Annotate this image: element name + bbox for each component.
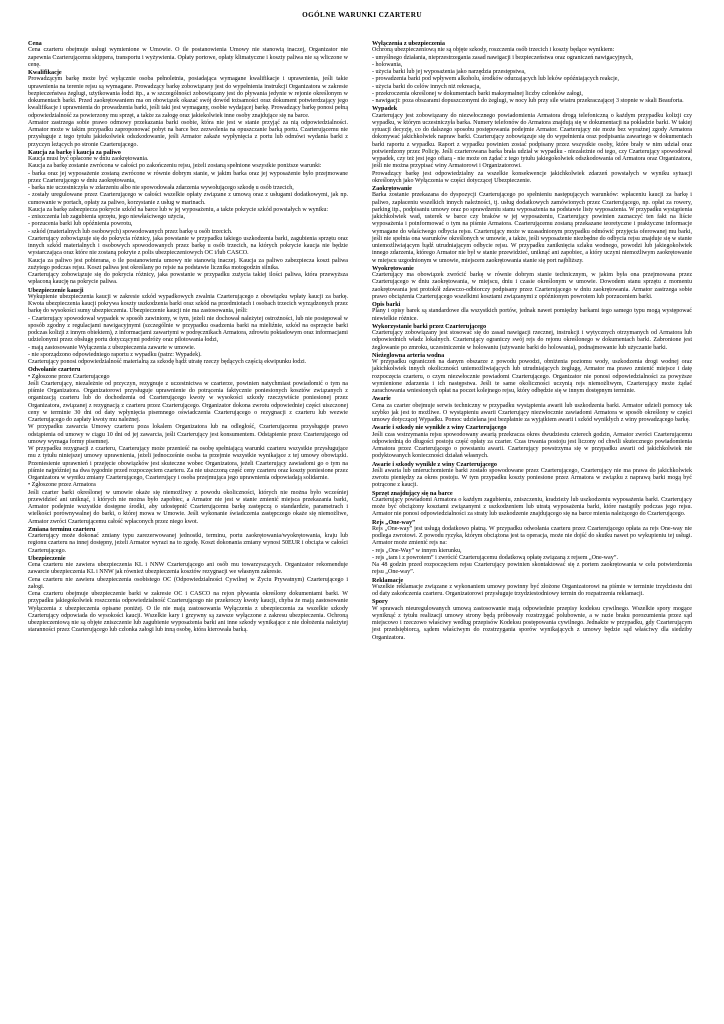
paragraph: Armator zastrzega sobie prawo odmowy przekazania barki osobie, która nie jest w stanie przyjąć za nią odpowiedzialności. Armator może w takim przypadku zaproponować pobyt na barce bez zezwolenia na opuszczanie barką portu. Czarterującemu nie przysługuje z tego tytułu jakiekolwiek odszkodowanie, jeśli Armator zakaże wypłynięcia z portu lub odmówi wydania barki z przyczyn leżących po stronie Czarterującego.: [28, 119, 348, 148]
paragraph: - rejs „tam i z powrotem” i zwrócić Czarterującemu dodatkową opłatę związaną z rejsem „One-way”.: [372, 554, 618, 561]
paragraph: Czarterujący zobowiązany jest stosować się do zasad nawigacji rzecznej, instrukcji i wytycznych otrzymanych od Armatora lub odpowiednich władz lokalnych. Czarterujący ograniczy swój rejs do rejonu określonego w dokumentach barki. Zabronione jest żeglowanie po zmroku, uczestniczenie w holowaniu (używanie barki do holowania), podnajmowanie lub użyczanie barki.: [372, 330, 692, 351]
paragraph: W przypadku ograniczeń na danym obszarze z powodu powodzi, obniżenia poziomu wody, uszkodzenia drogi wodnej oraz jakichkolwiek innych okoliczności uniemożliwiających lub utrudniających żeglugę, Armator ma prawo zmienić miejsce i datę rozpoczęcia czarteru, o czym niezwłocznie powiadomi Czarterującego. Organizator nie ponosi odpowiedzialności za powyższe wymienione zdarzenia i ich następstwa. Jeśli te same okoliczności uczynią rejs niemożliwym, Czarterujący może żądać zarachowania wniesionych opłat na poczet kolejnego rejsu, który odbędzie się w innym dostępnym terminie.: [372, 359, 692, 394]
paragraph: Ochroną ubezpieczeniową nie są objęte szkody, roszczenia osób trzecich i koszty będące wynikiem:: [372, 47, 615, 54]
section-heading: Wyokrętowanie: [372, 264, 414, 272]
paragraph: Czarterujący ponosi odpowiedzialność materialną za szkodę bądź utratę rzeczy będących częścią ekwipunku łodzi.: [28, 359, 307, 365]
section-heading: Ubezpieczenie kaucji: [28, 286, 84, 294]
paragraph: - mają zastosowanie Wyłączenia z ubezpieczenia zawarte w umowie.: [28, 344, 196, 351]
paragraph: Barka zostanie przekazana do dyspozycji Czarterującego po spełnieniu następujących warunków: wpłaceniu kaucji za barkę i paliwo, zapłaceniu wszelkich innych należności, tj. usług dodatkowych zamówionych przez Czarterującego, np. opłat za rowery, parking itp., podpisaniu umowy oraz po sprawdzeniu stanu wyposażenia na podstawie listy wyposażenia. W przypadku wystąpienia jakichkolwiek wad, usterek w barce czy braków w jej wyposażeniu, Czarterujący powinien zaznaczyć ten fakt na liście wyposażenia i poinformować o tym na piśmie Armatora. Czarterującemu zostaną przekazane teoretyczne i praktyczne informacje wymagane do właściwego odbycia rejsu. Czarterujący może w uzasadnionym przypadku odmówić przyjęcia oferowanej mu barki, jeśli nie spełnia ona warunków określonych w umowie, a także, jeśli wyposażenie niezbędne do odbycia rejsu znajduje się w stanie uniemożliwiającym bądź utrudniającym odbycie rejsu. W przypadku zaniknięcia szlaku wodnego, powodzi lub jakiegokolwiek innego zdarzenia, którego Armator nie był w stanie przewidzieć, uniknąć ani zapobiec, a który uczyni niemożliwym zaokrętowanie w miejscu uzgodnionym w umowie, miejscem zaokrętowania stanie się port najbliższy.: [372, 192, 692, 264]
paragraph: • Zgłoszone przez Czarterującego: [28, 373, 110, 380]
paragraph: - holowania,: [372, 61, 403, 68]
paragraph: Kaucja musi być opłacone w dniu zaokrętowania.: [28, 156, 149, 162]
right-column: [372, 40, 692, 642]
section-heading: Odwołanie czarteru: [28, 366, 81, 374]
paragraph: - przekroczenia określonej w dokumentach barki maksymalnej liczby członków załogi,: [372, 90, 583, 97]
section-heading: Sprzęt znajdujący się na barce: [372, 489, 453, 497]
section-heading: Awarie i szkody nie wynikłe z winy Czarterującego: [372, 424, 507, 432]
section-heading: Rejs „One-way”: [372, 518, 416, 526]
paragraph: Cena czarteru obejmuje usługi wymienione w Umowie. O ile postanowienia Umowy nie stanowią inaczej, Organizator nie zapewnia Czarterującemu skippera, transportu i wyżywienia. Opłaty portowe, opłaty klimatyczne i koszty paliwa nie są wliczone w cenę.: [28, 47, 348, 68]
paragraph: Kaucja za paliwo jest pobierana, o ile postanowienia umowy nie stanowią inaczej. Kaucja za paliwo zabezpiecza koszt paliwa zużytego podczas rejsu. Koszt paliwa jest określany po rejsie na podstawie licznika motogodzin silnika.: [28, 257, 348, 271]
paragraph: Czarterujący zobowiązuje się do pokrycia różnicy, jaka powstanie w przypadku takiego uszkodzenia barki, zagubienia sprzętu oraz innych szkód materialnych i osobowych spowodowanych przez barkę u osób trzecich, na których pokrycie kaucja nie będzie wystarczająca oraz które nie zostaną pokryte z polis ubezpieczeniowych OC i/lub CASCO.: [28, 235, 348, 257]
paragraph: - prowadzenia barki pod wpływem alkoholu, środków odurzających lub leków opóźniających reakcje,: [372, 76, 619, 83]
paragraph: W przypadku zawarcia Umowy czarteru poza lokalem Organizatora lub na odległość, Czarterującemu przysługuje prawo odstąpienia od umowy w ciągu 10 dni od jej zawarcia, jeśli Czarterujący jest konsumentem. Odstąpienie przez Czarterującego od umowy wymaga formy pisemnej.: [28, 424, 348, 445]
paragraph: W sprawach nieuregulowanych umową zastosowanie mają odpowiednie przepisy kodeksu cywilnego. Wszelkie spory mogące wyniknąć z tytułu realizacji umowy strony będą próbowały rozstrzygać polubownie, a w razie braku porozumienia przez sąd miejscowo i rzeczowo właściwy według przepisów Kodeksu postępowania cywilnego. Jednakże w przypadku, gdy Czarterującym jest przedsiębiorcą, sądem właściwym do rozstrzygania sporów wynikających z umowy będzie sąd właściwy dla siedziby Organizatora.: [372, 605, 692, 641]
paragraph: Plany i opisy barek są standardowe dla wszystkich portów, jednak nawet pomiędzy barkami tego samego typu mogą występować niewielkie różnice.: [372, 308, 692, 322]
section-heading: Cena: [28, 40, 42, 47]
paragraph: Wykupienie ubezpieczenia kaucji w zakresie szkód wypadkowych zwalnia Czarterującego z obowiązku wpłaty kaucji za barkę. Kwota ubezpieczenia kaucji pokrywa koszty uszkodzenia barki oraz szkód na przedmiotach i osobach trzecich wyrządzonych przez barkę do wysokości sumy ubezpieczenia. Ubezpieczenie kaucji nie ma zastosowania, jeśli:: [28, 293, 348, 315]
paragraph: Czarterujący może dokonać zmiany typu zarezerwowanej jednostki, terminu, portu zaokrętowania/wyokrętowania, kraju lub regionu czarteru na innej dostępny, jeżeli Armator wyrazi na to zgodę. Koszt dokonania zmiany wynosi 50EUR i obciąża w całości Czarterującego.: [28, 533, 348, 554]
paragraph: - barka oraz jej wyposażenie zostaną zwrócone w równie dobrym stanie, w jakim barka oraz jej wyposażenie było przejmowane przez Czarterującego w dniu zaokrętowania,: [28, 170, 348, 184]
paragraph: Jeśli czas wstrzymania rejsu spowodowany awarią przekracza okres dwudziestu czterech godzin, Armator zwróci Czarterującemu odpowiednią do długości postoju część opłaty za czarter. Czas trwania postoju jest liczony od chwili skutecznego powiadomienia Armatora przez Czarterującego o powstaniu awarii. Czarterujący powstrzyma się w przypadku awarii od jakichkolwiek nie podyktowanych konieczności działań własnych.: [372, 431, 692, 460]
paragraph: Czarterujący ma obowiązek zwrócić barkę w równie dobrym stanie technicznym, w jakim była ona przejmowana przez Czarterującego w dniu zaokrętowania, w miejscu, dniu i czasie określonym w umowie. Dowodem stanu sprzętu z momentu zaokrętowania jest protokół zdawczo-odbiorczy podpisany przez Czarterującego w dniu zaokrętowania. Armator zastrzega sobie prawo obciążenia Czarterującego wszelkimi kosztami związanymi z opóźnionym powrotem lub porzuceniem barki.: [372, 272, 692, 300]
paragraph: - zostały uregulowane przez Czarterującego w całości wszelkie opłaty związane z umową oraz z usługami dodatkowymi, jak np. cumowanie w portach, opłaty za paliwo, korzystanie z usług w marinach.: [28, 192, 348, 206]
paragraph: Cena za czarter obejmuje serwis techniczny w przypadku wystąpienia awarii lub uszkodzenia barki. Armator udzieli pomocy tak szybko jak jest to możliwe. O wystąpieniu awarii Czarterujący niezwłocznie zawiadomi Armatora w sposób określony w części umowy dotyczącej Wypadku. Pomoc udzielana jest bezpłatnie za wyjątkiem awarii i szkód wynikłych z winy prowadzącego barkę.: [372, 402, 692, 423]
paragraph: - rejs „One-Way” w innym kierunku,: [372, 547, 462, 554]
paragraph: - użycia barki lub jej wyposażenia jako narzędzia przestępstwa,: [372, 69, 526, 75]
paragraph: Cena czarteru nie zawiera ubezpieczenia KL i NNW Czarterującego ani osób mu towarzyszących. Organizator rekomenduje zawarcie ubezpieczenia KL i NNW jak również ubezpieczenia kosztów rezygnacji we własnym zakresie.: [28, 562, 348, 576]
paragraph: - nie sporządzono odpowiedniego raportu z wypadku (patrz: Wypadek).: [28, 351, 202, 358]
paragraph: Cena czarteru obejmuje ubezpieczenie barki w zakresie OC i CASCO na rejon pływania określony dokumentami barki. W przypadku jakiegokolwiek roszczenia odpowiedzialność Czarterującego nie przekroczy kwoty kaucji, chyba że mają zastosowanie Wyłączenia z ubezpieczenia opisane poniżej. O ile nie mają zastosowania Wyłączenia z ubezpieczenia za wszelkie szkody Czarterujący odpowiada do wysokości kaucji. Wszelkie kary i grzywny są zawsze wyłączone z zakresu ubezpieczenia. Ochroną ubezpieczeniową nie są objęte zniszczenie lub zagubienie wyposażenia barki ani inne szkody wynikające z nie dołożenia należytej staranności przez Czarterującego lub członka załogi lub inną osobę, która kierowała barką.: [28, 591, 348, 634]
paragraph: - użycia barki do celów innych niż rekreacja,: [372, 83, 481, 90]
paragraph: Kaucja za barkę zostanie zwrócona w całości po zakończeniu rejsu, jeżeli zostaną spełnione wszystkie poniższe warunki:: [28, 163, 322, 170]
paragraph: Rejs „One-way” jest usługą dodatkowo płatną. W przypadku odwołania czarteru przez Czarterującego opłata za rejs One-way nie podlega zwrotowi. Z powodu ryzyka, którym obciążona jest ta operacja, może nie dojść do skutku nawet po wykupieniu tej usługi. Armator może zmienić rejs na:: [372, 525, 692, 547]
left-column: [28, 40, 348, 635]
paragraph: Prowadzącym barkę może być wyłącznie osoba pełnoletnia, posiadająca wymagane kwalifikacje i uprawnienia, jeśli takie uprawnienia na terenie rejsu są wymagane. Prowadzący barkę zobowiązany jest do wypełnienia instrukcji Organizatora w zakresie bezpieczeństwa żeglugi, użytkowania łodzi itp., a w szczególności zobowiązany jest do pływania jedynie w rejonie określonym w dokumentach barki. Przed zaokrętowaniem ma on obowiązek okazać swój dowód tożsamości oraz dokument potwierdzający jego kwalifikacje i uprawnienia do prowadzenia barki, jeśli taki jest wymagany, osobie wydającej barkę. Prowadzący barkę ponosi pełną odpowiedzialność za powierzony mu sprzęt, a także za załogę oraz jakiekolwiek inne osoby znajdujące się na barce.: [28, 76, 348, 119]
section-heading: Reklamacje: [372, 576, 404, 584]
section-heading: Nieżeglowna arteria wodna: [372, 351, 445, 359]
section-heading: Wykorzystanie barki przez Czarterującego: [372, 322, 487, 330]
document-title: OGÓLNE WARUNKI CZARTERU: [302, 11, 422, 19]
section-heading: Opis barki: [372, 301, 401, 308]
section-heading: Wypadek: [372, 105, 398, 113]
paragraph: - zniszczenia lub zagubienia sprzętu, jego niewłaściwego użycia,: [28, 214, 185, 220]
paragraph: Czarterujący powiadomi Armatora o każdym zagubieniu, zniszczeniu, kradzieży lub uszkodzeniu wyposażenia barki. Czarterujący może być obciążony kosztami związanymi z uszkodzeniem lub utratą wyposażenia barki, które nastąpiły podczas jego rejsu. Armator nie ponosi odpowiedzialności za straty lub uszkodzenie znajdującego się na barce mienia należącego do Czarterującego.: [372, 496, 692, 518]
paragraph: - umyślnego działania, nieprzestrzegania zasad nawigacji i bezpieczeństwa oraz ograniczeń nawigacyjnych,: [372, 54, 633, 61]
section-heading: Kaucja za barkę i kaucja za paliwo: [28, 148, 121, 156]
paragraph: Jeśli czarter barki określonej w umowie okaże się niemożliwy z powodu okoliczności, których nie można było wcześniej przewidzieć ani uniknąć, i których nie można było zapobiec, a Armator nie jest w stanie zmienić miejsca przekazania barki, Armator podejmie wszystkie dostępne środki, aby udostępnić Czarterującemu barkę zastępczą o standardzie, parametrach i wielkości porównywalnej do barki, o której mowa w Umowie. Jeśli wykonanie świadczenia zastępczego okaże się niemożliwe, Armator zwróci Czarterującemu całość wpłaconych przez niego kwot.: [28, 489, 348, 525]
paragraph: - barka nie uczestniczyła w zdarzeniu albo nie spowodowała zdarzenia wywołującego szkodę u osób trzecich,: [28, 185, 294, 191]
paragraph: Czarterujący jest zobowiązany do niezwłocznego powiadomienia Armatora drogą telefoniczną o każdym przypadku kolizji czy wypadku, w którym uczestniczyła barka. Numery telefonów do Armatora znajdują się w dokumentacji na pokładzie barki. W takiej sytuacji decyzję, co do dalszego sposobu postępowania podejmie Armator. Czarterujący nie może bez wyraźnej zgody Armatora dokonywać jakichkolwiek napraw barki. Czarterujący zobowiązuje się do wypełnienia oraz podpisania zawartego w dokumentach barki raportu z wypadku. Raport z wypadku powinien zostać podpisany przez wszystkie osoby, które brały w nim udział oraz potwierdzony przez Policję. Jeśli czarterowana barka brała udział w wypadku - niezależnie od tego, czy Czarterujący spowodował wypadek, czy też jest jego ofiarą - nie może on żądać z tego tytułu jakiegokolwiek odszkodowania od Armatora oraz Organizatora, jeśli nie można przypisać winy Armatorowi i Organizatorowi.: [372, 112, 692, 170]
paragraph: - porzucenia barki lub opóźnienia powrotu,: [28, 221, 133, 228]
paragraph: - nawigacji: poza obszarami dopuszczonymi do żeglugi, w nocy lub przy sile wiatru przekraczającej 3 stopnie w skali Beauforta.: [372, 98, 684, 104]
paragraph: Czarterujący zobowiązuje się do pokrycia różnicy, jaka powstanie w przypadku zużycia takiej ilości paliwa, która przewyższa wpłaconą kaucję na pokrycie paliwa.: [28, 272, 348, 286]
paragraph: Cena czarteru nie zawiera ubezpieczenia osobistego OC (Odpowiedzialności Cywilnej w Życiu Prywatnym) Czarterującego i załogi.: [28, 576, 348, 590]
section-heading: Zmiana terminu czarteru: [28, 525, 96, 533]
paragraph: - szkód (materialnych lub osobowych) spowodowanych przez barkę u osób trzecich.: [28, 228, 233, 235]
section-heading: Awarie: [372, 395, 391, 403]
paragraph: Na 48 godzin przed rozpoczęciem rejsu Czarterujący powinien skontaktować się z portem zaokrętowania w celu potwierdzenia rejsu „One-way”.: [372, 562, 692, 576]
section-heading: Spory: [372, 598, 388, 606]
paragraph: Jeśli Czarterujący, niezależnie od przyczyn, rezygnuje z uczestnictwa w czarterze, powinien natychmiast powiadomić o tym na piśmie Organizatora. Organizatorowi przysługuje uprawnienie do potrącenia faktycznie poniesionych kosztów związanych z organizacją czarteru lub do dochodzenia od Czarterującego kwoty w wysokości szkody rzeczywiście poniesionej przez Organizatora, związanej z rezygnacją z czarteru przez Czarterującego. Organizator dokona zwrotu odpowiedniej części uiszczonej ceny w terminie 30 dni od daty wpłynięcia pisemnego oświadczenia Czarterującego o rezygnacji z czarteru lub wezwie Czarterującego do zapłaty kwoty mu należnej.: [28, 380, 348, 423]
paragraph: Wszelkie reklamacje związane z wykonaniem umowy powinny być złożone Organizatorowi na piśmie w terminie trzydziestu dni od daty zakończenia czarteru. Organizatorowi przysługuje trzydziestodniowy termin do rozpatrzenia reklamacji.: [372, 583, 692, 597]
section-heading: Kwalifikacje: [28, 69, 62, 76]
paragraph: • Zgłoszone przez Armatora: [28, 482, 96, 489]
section-heading: Awarie i szkody wynikłe z winy Czarterującego: [372, 460, 497, 468]
section-heading: Ubezpieczenie: [28, 554, 66, 562]
section-heading: Wyłączenia z ubezpieczenia: [372, 40, 445, 47]
paragraph: W przypadku rezygnacji z czarteru, Czarterujący może przenieść na osobę spełniającą warunki czarteru wszystkie przysługujące mu z tytułu niniejszej umowy uprawnienia, jeżeli jednocześnie osoba ta przejmie wszystkie wynikające z tej umowy obowiązki. Przeniesienie uprawnień i przejęcie obowiązków jest skuteczne wobec Organizatora, jeżeli Czarterujący zawiadomi go o tym na piśmie najpóźniej na dwa tygodnie przed rozpoczęciem czarteru. Za nie uiszczoną część ceny czarteru oraz koszty poniesione przez Organizatora w wyniku zmiany Czarterującego, Czarterujący i osoba przejmująca jego uprawnienia odpowiadają solidarnie.: [28, 446, 348, 481]
paragraph: Jeśli awaria lub unieruchomienie barki zostało spowodowane przez Czarterującego, Czarterujący nie ma prawa do jakichkolwiek zwrotu pieniędzy za okres postoju. W tym przypadku koszty poniesione przez Armatora w związku z naprawą barki mogą być potrącone z kaucji.: [372, 467, 692, 489]
paragraph: Prowadzący barkę jest odpowiedzialny za wszelkie konsekwencje jakichkolwiek zdarzeń powstałych w wyniku sytuacji określonych jako Wyłączenia w części dotyczącej Ubezpieczenie.: [372, 170, 692, 184]
paragraph: - Czarterujący spowodował wypadek w sposób zawiniony, w tym, jeżeli nie dochował należytej ostrożności, lub nie postępował w sposób zgodny z regulacjami nawigacyjnymi (szczególnie w przypadku osadzenia barki na mieliźnie, szkód na osprzęcie barki podczas kolizji z innym obiektem), z informacjami zawartymi w podręcznikach Armatora, zdrowiu poktadowym oraz informacjami udzielonymi przez obsługę portu dotyczącymi podróży oraz pilotowania łodzi,: [28, 315, 348, 344]
paragraph: Kaucja za barkę zabezpiecza pokrycie szkód na barce lub w jej wyposażeniu, a także pokrycie szkód powstałych w wyniku:: [28, 206, 329, 213]
section-heading: Zaokrętowanie: [372, 185, 412, 192]
